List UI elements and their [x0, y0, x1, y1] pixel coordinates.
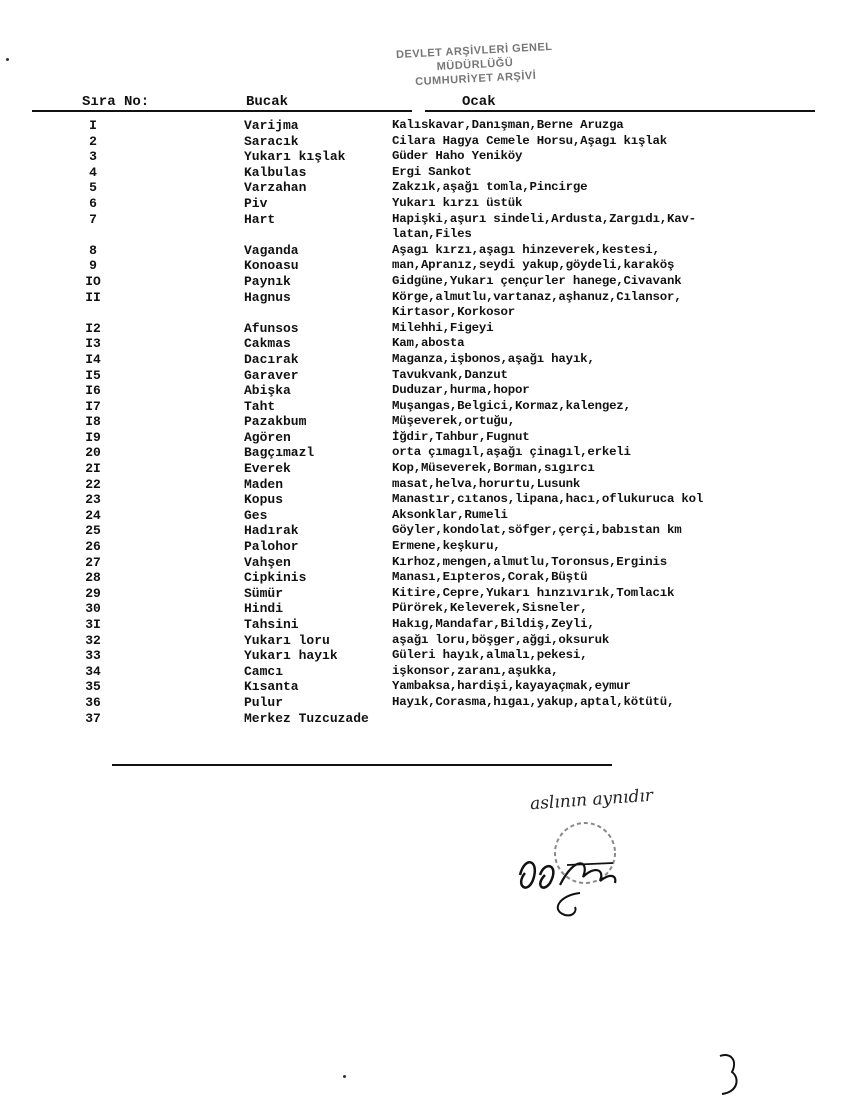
table-row	[0, 196, 860, 212]
row-number: 26	[85, 539, 101, 555]
row-ocak: Pürörek,Keleverek,Sisneler,	[392, 601, 588, 616]
row-ocak: Kırhoz,mengen,almutlu,Toronsus,Erginis	[392, 554, 667, 569]
header-rule-left	[32, 110, 412, 112]
table-row	[0, 414, 860, 430]
row-ocak: Duduzar,hurma,hopor	[392, 383, 530, 398]
row-ocak: Göyler,kondolat,söfger,çerçi,babıstan km	[392, 523, 682, 538]
row-bucak: Garaver	[244, 367, 299, 383]
row-bucak: Tahsini	[244, 617, 299, 632]
row-number: I5	[85, 367, 101, 383]
row-bucak: Camcı	[244, 663, 284, 679]
row-number: I8	[85, 414, 101, 430]
table-row	[0, 149, 860, 165]
table-row	[0, 134, 860, 150]
page-number-mark	[712, 1050, 752, 1105]
row-ocak: aşağı loru,böşger,ağgi,oksuruk	[392, 632, 610, 647]
table-row	[0, 399, 860, 415]
row-number: 30	[85, 601, 101, 617]
row-number: 34	[85, 663, 101, 679]
row-bucak: Varijma	[244, 118, 299, 133]
table-row	[0, 508, 860, 524]
archive-stamp	[359, 38, 591, 92]
table-row	[0, 617, 860, 633]
row-number: I4	[85, 351, 101, 367]
table-row	[0, 243, 860, 259]
row-ocak: Ermene,keşkuru,	[392, 539, 501, 554]
row-ocak: Hapişki,aşurı sindeli,Ardusta,Zargıdı,Kav- latan,Files	[392, 211, 696, 242]
row-ocak: Maganza,işbonos,aşağı hayık,	[392, 351, 595, 366]
row-bucak: Pazakbum	[244, 414, 307, 430]
row-bucak: Merkez Tuzcuzade	[244, 710, 369, 726]
row-number: 37	[85, 710, 101, 726]
row-number: 9	[89, 258, 97, 274]
table-row	[0, 477, 860, 493]
table-row	[0, 648, 860, 664]
row-ocak: Hayık,Corasma,hıgaı,yakup,aptal,kötütü,	[392, 694, 675, 709]
table-row	[0, 352, 860, 368]
table-row	[0, 523, 860, 539]
row-bucak: Varzahan	[244, 180, 307, 196]
row-bucak: Yukarı hayık	[244, 648, 338, 664]
row-bucak: Cakmas	[244, 336, 291, 352]
row-number: 35	[85, 679, 101, 695]
row-ocak: man,Apranız,seydi yakup,göydeli,karaköş	[392, 258, 675, 273]
certification-note: aslının aynıdır	[529, 785, 654, 815]
row-ocak: masat,helva,horurtu,Lusunk	[392, 476, 581, 491]
table-row	[0, 118, 860, 134]
row-bucak: Hart	[244, 211, 276, 227]
table-row	[0, 570, 860, 586]
row-bucak: Paynık	[244, 273, 291, 289]
row-ocak: Cilara Hagya Cemele Horsu,Aşagı kışlak	[392, 133, 667, 148]
speck	[343, 1075, 346, 1078]
row-ocak: Müşeverek,ortuğu,	[392, 414, 516, 429]
table-row	[0, 664, 860, 680]
row-ocak: Milehhi,Figeyi	[392, 320, 494, 335]
row-ocak: Körge,almutlu,vartanaz,aşhanuz,Cılansor, Kirtasor,Korkosor	[392, 289, 682, 320]
row-number: 33	[85, 648, 101, 664]
row-ocak: Kalıskavar,Danışman,Berne Aruzga	[392, 118, 624, 132]
table-row	[0, 368, 860, 384]
row-bucak: Konoasu	[244, 258, 299, 274]
row-bucak: Hindi	[244, 601, 284, 617]
row-bucak: Ges	[244, 507, 268, 523]
table-row	[0, 336, 860, 352]
table-row	[0, 180, 860, 196]
row-bucak: Abişka	[244, 383, 291, 399]
table-row	[0, 165, 860, 181]
row-bucak: Vahşen	[244, 554, 291, 570]
column-header-sira-no: Sıra No:	[82, 94, 150, 110]
column-header-bucak: Bucak	[246, 94, 289, 110]
table-row	[0, 695, 860, 711]
row-bucak: Everek	[244, 461, 291, 477]
row-bucak: Afunsos	[244, 320, 299, 336]
row-number: 4	[89, 164, 97, 180]
row-ocak: Kam,abosta	[392, 336, 465, 351]
row-number: I9	[85, 429, 101, 445]
row-bucak: Pulur	[244, 694, 284, 710]
row-bucak: Piv	[244, 195, 268, 211]
row-bucak: Dacırak	[244, 351, 299, 367]
row-number: 24	[85, 507, 101, 523]
row-number: 27	[85, 554, 101, 570]
row-number: 32	[85, 632, 101, 648]
row-number: 5	[89, 180, 97, 196]
row-number: 6	[89, 195, 97, 211]
row-ocak: Aşagı kırzı,aşagı hinzeverek,kestesi,	[392, 242, 660, 257]
row-ocak: Aksonklar,Rumeli	[392, 507, 508, 522]
row-bucak: Bagçımazl	[244, 445, 315, 461]
row-ocak: Kop,Müseverek,Borman,sıgırcı	[392, 461, 595, 476]
stamp-line-1: DEVLET ARŞİVLERİ GENEL MÜDÜRLÜĞÜ	[395, 40, 553, 73]
row-ocak: Güleri hayık,almalı,pekesi,	[392, 648, 588, 663]
table-row	[0, 258, 860, 274]
row-ocak	[392, 711, 822, 727]
row-ocak: işkonsor,zaranı,aşukka,	[392, 663, 559, 678]
table-row	[0, 492, 860, 508]
row-ocak: İğdir,Tahbur,Fugnut	[392, 429, 530, 444]
row-bucak: Vaganda	[244, 242, 299, 258]
table-row	[0, 461, 860, 477]
row-ocak: Manastır,cıtanos,lipana,hacı,oflukuruca kol	[392, 492, 704, 507]
row-ocak: Manası,Eıpteros,Corak,Büştü	[392, 570, 588, 585]
row-ocak: Tavukvank,Danzut	[392, 367, 508, 382]
table-row	[0, 711, 860, 727]
table-row	[0, 633, 860, 649]
row-ocak: Yambaksa,hardişi,kayayaçmak,eymur	[392, 679, 631, 694]
table-row	[0, 445, 860, 461]
row-ocak: Gidgüne,Yukarı çençurler hanege,Civavank	[392, 273, 682, 288]
row-bucak: Yukarı loru	[244, 632, 330, 648]
row-number: 22	[85, 476, 101, 492]
row-number: 8	[89, 242, 97, 258]
row-number: I7	[85, 398, 101, 414]
row-ocak: orta çımagıl,aşağı çinagıl,erkeli	[392, 445, 631, 460]
row-bucak: Kopus	[244, 492, 284, 508]
row-number: 3I	[85, 617, 101, 632]
header-rule-right	[425, 110, 815, 112]
row-number: 29	[85, 585, 101, 601]
row-number: 3	[89, 149, 97, 165]
row-bucak: Taht	[244, 398, 276, 414]
row-bucak: Palohor	[244, 539, 299, 555]
seal-and-signature	[505, 815, 655, 930]
row-number: IO	[85, 273, 101, 289]
row-bucak: Sümür	[244, 585, 284, 601]
row-number: 2I	[85, 461, 101, 477]
stamp-line-2: CUMHURİYET ARŞİVİ	[414, 69, 537, 89]
table-row	[0, 383, 860, 399]
row-ocak: Güder Haho Yeniköy	[392, 149, 523, 164]
row-bucak: Saracık	[244, 133, 299, 149]
row-number: I3	[85, 336, 101, 352]
row-number: 23	[85, 492, 101, 508]
row-bucak: Cipkinis	[244, 570, 307, 586]
table-row	[0, 290, 860, 321]
column-header-ocak: Ocak	[462, 94, 496, 110]
row-bucak: Hadırak	[244, 523, 299, 539]
row-number: 36	[85, 694, 101, 710]
row-number: 20	[85, 445, 101, 461]
row-number: 7	[89, 211, 97, 227]
footer-rule	[112, 764, 612, 766]
row-bucak: Maden	[244, 476, 284, 492]
table-row	[0, 274, 860, 290]
row-number: 25	[85, 523, 101, 539]
row-number: 28	[85, 570, 101, 586]
row-number: II	[85, 289, 101, 305]
table-row	[0, 679, 860, 695]
row-number: I6	[85, 383, 101, 399]
row-number: I2	[85, 320, 101, 336]
village-table	[0, 118, 860, 726]
row-bucak: Kısanta	[244, 679, 299, 695]
row-ocak: Yukarı kırzı üstük	[392, 195, 523, 210]
row-ocak: Zakzık,aşağı tomla,Pincirge	[392, 180, 588, 195]
row-number: 2	[89, 133, 97, 149]
row-ocak: Muşangas,Belgici,Kormaz,kalengez,	[392, 398, 631, 413]
row-ocak: Kitire,Cepre,Yukarı hınzıvırık,Tomlacık	[392, 585, 675, 600]
row-bucak: Hagnus	[244, 289, 291, 305]
row-bucak: Agören	[244, 429, 291, 445]
row-ocak: Hakıg,Mandafar,Bildiş,Zeyli,	[392, 617, 595, 631]
speck	[6, 58, 9, 61]
table-row	[0, 539, 860, 555]
table-row	[0, 555, 860, 571]
table-row	[0, 586, 860, 602]
row-ocak: Ergi Sankot	[392, 164, 472, 179]
row-bucak: Yukarı kışlak	[244, 149, 346, 165]
table-row	[0, 601, 860, 617]
row-bucak: Kalbulas	[244, 164, 307, 180]
table-row	[0, 430, 860, 446]
table-row	[0, 321, 860, 337]
row-number: I	[89, 118, 97, 133]
table-row	[0, 212, 860, 243]
